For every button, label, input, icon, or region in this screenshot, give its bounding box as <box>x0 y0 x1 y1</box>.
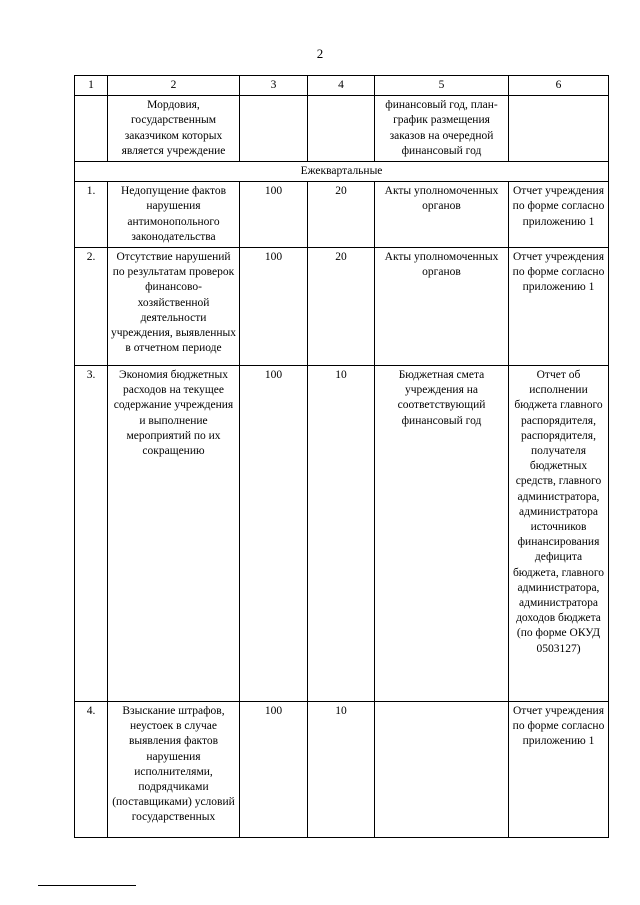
column-number-2: 2 <box>108 76 240 96</box>
cell-num <box>75 96 108 162</box>
cell-report: Отчет учреждения по форме согласно приложению 1 <box>509 182 609 248</box>
cell-source: финансовый год, план-график размещения заказов на очередной финансовый год <box>375 96 509 162</box>
section-title: Ежеквартальные <box>75 162 609 182</box>
cell-source: Акты уполномоченных органов <box>375 248 509 366</box>
table-header-row <box>75 76 609 96</box>
cell-max: 100 <box>240 182 308 248</box>
cell-source: Бюджетная смета учреждения на соответствующий финансовый год <box>375 366 509 702</box>
cell-report <box>509 96 609 162</box>
cell-source <box>375 702 509 838</box>
cell-indicator: Мордовия, государственным заказчиком которых является учреждение <box>108 96 240 162</box>
cell-max <box>240 96 308 162</box>
cell-indicator: Экономия бюджетных расходов на текущее содержание учреждения и выполнение мероприятий по их сокращению <box>108 366 240 702</box>
column-number-5: 5 <box>375 76 509 96</box>
continuation-row <box>75 96 609 162</box>
cell-indicator: Отсутствие нарушений по результатам проверок финансово-хозяйственной деятельности учреждения, выявленных в отчетном периоде <box>108 248 240 366</box>
column-number-1: 1 <box>75 76 108 96</box>
footnote-separator <box>38 885 136 886</box>
cell-max: 100 <box>240 248 308 366</box>
cell-weight <box>308 96 375 162</box>
table-row <box>75 248 609 366</box>
cell-indicator: Взыскание штрафов, неустоек в случае выявления фактов нарушения исполнителями, подрядчиками (поставщиками) условий государственных <box>108 702 240 838</box>
column-number-4: 4 <box>308 76 375 96</box>
cell-report: Отчет об исполнении бюджета главного распорядителя, распорядителя, получателя бюджетных средств, главного администратора, администратора источников финансирования дефицита бюджета, главного администратора, администратора доходов бюджета (по форме ОКУД 0503127) <box>509 366 609 702</box>
table-row <box>75 366 609 702</box>
cell-max: 100 <box>240 702 308 838</box>
indicators-table <box>74 75 609 838</box>
table-row <box>75 702 609 838</box>
cell-max: 100 <box>240 366 308 702</box>
page-number: 2 <box>316 46 324 61</box>
cell-num: 2. <box>75 248 108 366</box>
cell-report: Отчет учреждения по форме согласно приложению 1 <box>509 702 609 838</box>
cell-num: 1. <box>75 182 108 248</box>
cell-weight: 10 <box>308 366 375 702</box>
column-number-3: 3 <box>240 76 308 96</box>
cell-weight: 20 <box>308 182 375 248</box>
cell-num: 3. <box>75 366 108 702</box>
cell-indicator: Недопущение фактов нарушения антимонопольного законодательства <box>108 182 240 248</box>
column-number-6: 6 <box>509 76 609 96</box>
section-row <box>75 162 609 182</box>
cell-num: 4. <box>75 702 108 838</box>
cell-weight: 10 <box>308 702 375 838</box>
table-row <box>75 182 609 248</box>
cell-source: Акты уполномоченных органов <box>375 182 509 248</box>
cell-weight: 20 <box>308 248 375 366</box>
cell-report: Отчет учреждения по форме согласно приложению 1 <box>509 248 609 366</box>
